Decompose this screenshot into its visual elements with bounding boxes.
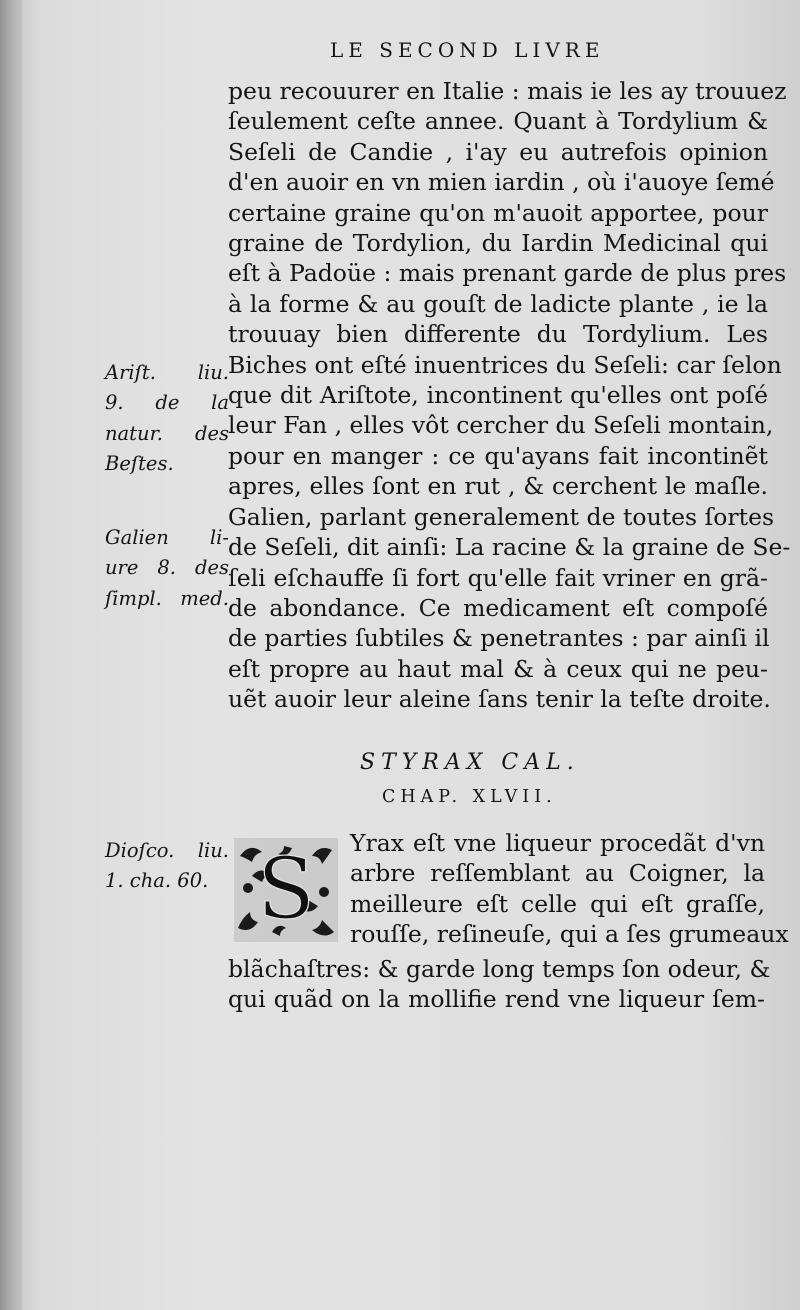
marginal-note-line: Ariſt. liu. [105,361,229,384]
text-line: trouuay bien differente du Tordylium. Les [228,320,768,349]
text-line: pour en manger : ce qu'ayans fait incontinẽt [228,441,768,470]
chapter-number: CHAP. XLVII. [382,787,557,807]
text-line: que dit Ariſtote, incontinent qu'elles ont poſé [228,381,768,410]
text-line: blãchaſtres: & garde long temps ſon odeur, & [228,955,771,983]
text-line: uẽt auoir leur aleine ſans tenir la teſte droite. [228,685,771,714]
text-line: ſeli eſchauffe ſi fort qu'elle fait vriner en grã- [228,563,768,592]
text-line: Seſeli de Candie , i'ay eu autrefois opinion [228,137,768,166]
chapter-opening-lines [350,828,789,950]
running-head: LE SECOND LIVRE [330,38,605,62]
main-text-block [228,76,791,715]
text-line: Biches ont eſté inuentrices du Seſeli: car ſelon [228,350,782,379]
chapter-title: STYRAX CAL. [360,750,580,775]
text-line: apres, elles ſont en rut , & cerchent le maſle. [228,472,768,501]
floral-drop-cap-initial [232,836,340,944]
marginal-note-galien [105,523,229,614]
text-line: ſeulement ceſte annee. Quant à Tordylium & [228,107,768,136]
marginal-note-aristotle [105,358,229,480]
marginal-note-line: natur. des [105,421,229,445]
text-line: Yrax eſt vne liqueur procedãt d'vn [350,829,765,857]
binding-gutter [0,0,22,1310]
chapter-body [228,954,771,1015]
marginal-note-line: Galien li- [105,526,229,549]
text-line: graine de Tordylion, du Iardin Medicinal qui [228,229,768,258]
marginal-note-line: Beſtes. [105,452,174,476]
text-line: à la forme & au gouſt de ladicte plante , ie la [228,289,768,318]
text-line: d'en auoir en vn mien iardin , où i'auoye ſemé [228,168,775,197]
text-line: de Seſeli, dit ainſi: La racine & la graine de Se- [228,533,791,562]
marginal-note-line: Dioſco. liu. [105,839,229,862]
marginal-note-line: ſimpl. med. [105,586,229,610]
svg-text:S: S [257,840,315,938]
marginal-note-dioscorides [105,836,229,897]
floral-ornament-icon [232,836,340,944]
text-line: qui quãd on la mollifie rend vne liqueur ſem- [228,985,765,1014]
text-line: eſt à Padoüe : mais prenant garde de plus pres [228,259,787,288]
text-line: eſt propre au haut mal & à ceux qui ne peu- [228,654,768,683]
text-line: peu recouurer en Italie : mais ie les ay trouuez [228,77,787,105]
text-line: arbre reſſemblant au Coigner, la [350,859,765,888]
marginal-note-line: 9. de la [105,391,229,415]
text-line: rouſſe, reſineuſe, qui a ſes grumeaux [350,920,789,949]
marginal-note-line: 1. cha. 60. [105,869,209,893]
text-line: de abondance. Ce medicament eſt compoſé [228,593,768,622]
text-line: certaine graine qu'on m'auoit apportee, pour [228,198,768,227]
text-line: meilleure eſt celle qui eſt graſſe, [350,889,765,918]
marginal-note-line: ure 8. des [105,556,229,580]
text-line: Galien, parlant generalement de toutes ſortes [228,502,775,531]
text-line: de parties ſubtiles & penetrantes : par ainſi il [228,624,770,653]
text-line: leur Fan , elles vôt cercher du Seſeli montain, [228,411,774,440]
